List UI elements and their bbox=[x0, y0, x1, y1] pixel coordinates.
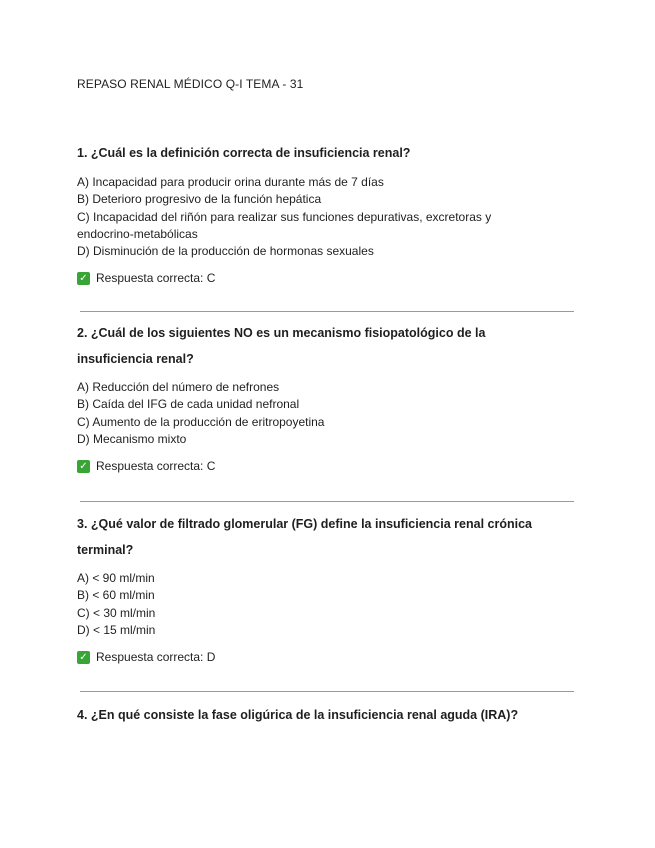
option-c: C) Incapacidad del riñón para realizar sus funciones depurativas, excretoras y endocrino-metabólicas bbox=[77, 209, 492, 241]
divider bbox=[80, 311, 574, 312]
option-c: C) Aumento de la producción de eritropoyetina bbox=[77, 414, 325, 429]
question-1 bbox=[77, 140, 577, 287]
answer bbox=[77, 458, 577, 475]
check-mark-icon: ✓ bbox=[77, 272, 90, 285]
divider bbox=[80, 691, 574, 692]
document-title: REPASO RENAL MÉDICO Q-I TEMA - 31 bbox=[77, 77, 304, 91]
option-a: A) Incapacidad para producir orina durante más de 7 días bbox=[77, 175, 384, 189]
option-d: D) Mecanismo mixto bbox=[77, 431, 187, 446]
answer-text: Respuesta correcta: D bbox=[96, 650, 216, 665]
option-d: D) Disminución de la producción de hormonas sexuales bbox=[77, 244, 374, 259]
divider bbox=[80, 501, 574, 502]
options-list bbox=[77, 570, 577, 639]
question-title: 3. ¿Qué valor de filtrado glomerular (FG) define la insuficiencia renal crónica terminal? bbox=[77, 517, 532, 557]
option-b: B) Deterioro progresivo de la función hepática bbox=[77, 192, 322, 207]
options-list bbox=[77, 379, 577, 448]
option-a: A) < 90 ml/min bbox=[77, 571, 155, 585]
question-3 bbox=[77, 511, 577, 666]
question-title: 1. ¿Cuál es la definición correcta de insuficiencia renal? bbox=[77, 146, 411, 160]
answer bbox=[77, 649, 577, 666]
option-b: B) Caída del IFG de cada unidad nefronal bbox=[77, 397, 300, 412]
check-mark-icon: ✓ bbox=[77, 460, 90, 473]
answer bbox=[77, 270, 577, 287]
answer-text: Respuesta correcta: C bbox=[96, 271, 216, 286]
option-a: A) Reducción del número de nefrones bbox=[77, 380, 280, 394]
question-title: 2. ¿Cuál de los siguientes NO es un mecanismo fisiopatológico de la insuficiencia renal? bbox=[77, 326, 486, 366]
option-b: B) < 60 ml/min bbox=[77, 588, 155, 603]
check-mark-icon: ✓ bbox=[77, 651, 90, 664]
option-c: C) < 30 ml/min bbox=[77, 605, 156, 620]
answer-text: Respuesta correcta: C bbox=[96, 459, 216, 474]
question-4 bbox=[77, 702, 577, 728]
question-title: 4. ¿En qué consiste la fase oligúrica de la insuficiencia renal aguda (IRA)? bbox=[77, 708, 519, 722]
option-d: D) < 15 ml/min bbox=[77, 622, 156, 637]
question-2 bbox=[77, 320, 577, 475]
options-list bbox=[77, 174, 577, 260]
